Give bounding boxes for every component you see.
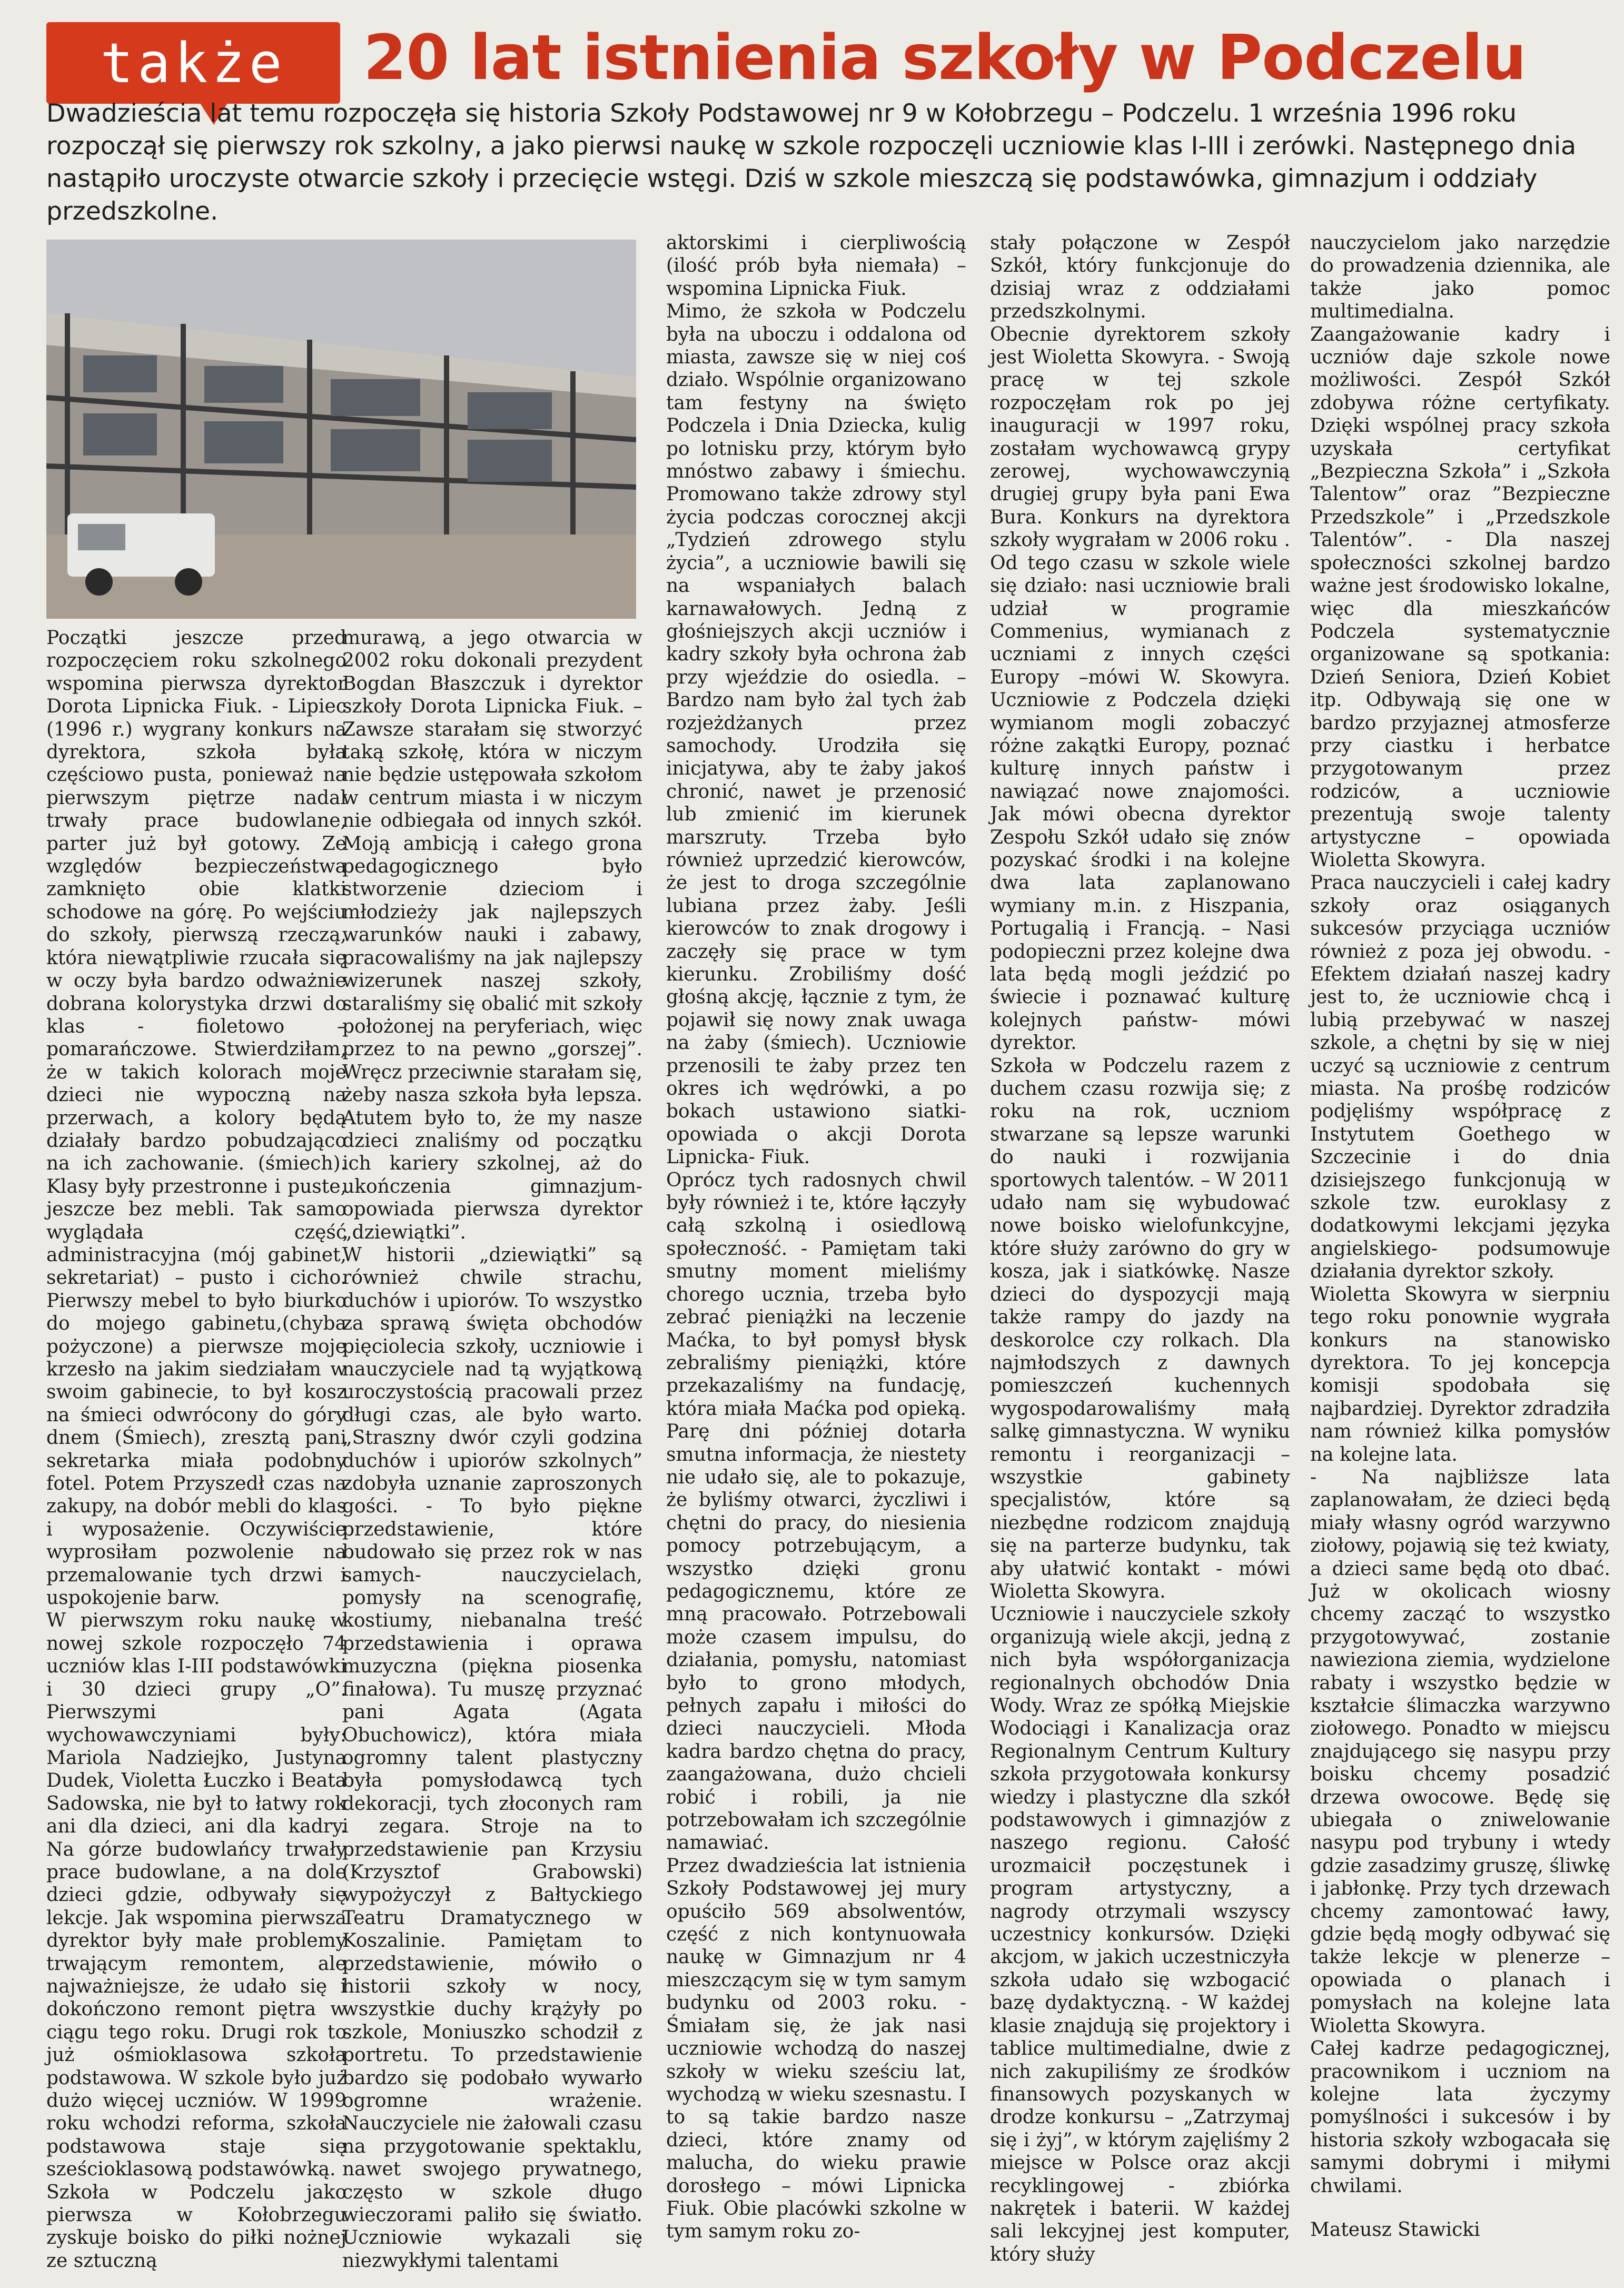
paragraph: Praca nauczycieli i całej kadry szkoły oraz osiąganych sukcesów przyciąga uczniów również z poza jej obwodu. - Efektem działań naszej kadry jest to, że uczniowie chcą i lubią przebywać w naszej szkole, a chętni by się w niej uczyć są uczniowie z centrum miasta. Na prośbę rodziców podjęliśmy współpracę z Instytutem Goethego w Szczecinie i do dnia dzisiejszego funkcjonują w szkole tzw. euroklasy z dodatkowymi lekcjami języka angielskiego- podsumowuje działania dyrektor szkoły. [1310, 872, 1610, 1283]
paragraph: Przez dwadzieścia lat istnienia Szkoły Podstawowej jej mury opuściło 569 absolwentów, część z nich kontynuowała naukę w Gimnazjum nr 4 mieszczącym się w tym samym budynku od 2003 roku. - Śmiałam się, że jak nasi uczniowie wchodzą do naszej szkoły w wieku sześciu lat, wychodzą w wieku szesnastu. I to są takie bardzo nasze dzieci, które znamy od malucha, do wieku prawie dorosłego – mówi Lipnicka Fiuk. Obie placówki szkolne w tym samym roku zo- [666, 1855, 966, 2243]
paragraph: murawą, a jego otwarcia w 2002 roku dokonali prezydent Bogdan Błaszczuk i dyrektor szkoły Dorota Lipnicka Fiuk. –Zawsze starałam się stworzyć taką szkołę, która w niczym nie będzie ustępowała szkołom w centrum miasta i w niczym nie odbiegała od innych szkół. Moją ambicją i całego grona pedagogicznego było stworzenie dzieciom i młodzieży jak najlepszych warunków nauki i zabawy, pracowaliśmy na jak najlepszy wizerunek naszej szkoły, staraliśmy się obalić mit szkoły położonej na peryferiach, więc przez to na pewno „gorszej”. Wręcz przeciwnie starałam się, żeby nasza szkoła była lepsza. Atutem było to, że my nasze dzieci znaliśmy od początku ich kariery szkolnej, aż do ukończenia gimnazjum- opowiada pierwsza dyrektor „dziewiątki”. [342, 627, 642, 1243]
paragraph: - Na najbliższe lata zaplanowałam, że dzieci będą miały własny ogród warzywno ziołowy, pojawią się też kwiaty, a dzieci same będą oto dbać. Już w okolicach wiosny chcemy zacząć to wszystko przygotowywać, zostanie nawieziona ziemia, wydzielone rabaty i wszystko będzie w kształcie ślimaczka warzywno ziołowego. Ponadto w miejscu znajdującego się nasypu przy boisku chcemy posadzić drzewa owocowe. Będę się ubiegała o zniwelowanie nasypu pod trybuny i wtedy gdzie zasadzimy gruszę, śliwkę i jabłonkę. Przy tych drzewach chcemy zamontować ławy, gdzie będą mogły odbywać się także lekcje w plenerze – opowiada o planach i pomysłach na kolejne lata Wioletta Skowyra. [1310, 1466, 1610, 2037]
paragraph: Oprócz tych radosnych chwil były również i te, które łączyły całą szkolną i osiedlową społeczność. - Pamiętam taki smutny moment mieliśmy chorego ucznia, trzeba było zebrać pieniążki na leczenie Maćka, to był pomysł błysk zebraliśmy pieniążki, które przekazaliśmy na fundację, która miała Maćka pod opieką. Parę dni później dotarła smutna informacja, że niestety nie udało się, ale to pokazuje, że byliśmy otwarci, życzliwi i chętni do pracy, do niesienia pomocy potrzebującym, a wszystko dzięki gronu pedagogicznemu, które ze mną pracowało. Potrzebowali może czasem impulsu, do działania, pomysłu, natomiast było to grono młodych, pełnych zapału i miłości do dzieci nauczycieli. Młoda kadra bardzo chętna do pracy, zaangażowana, dużo chcieli robić i robili, ja nie potrzebowałam ich szczególnie namawiać. [666, 1169, 966, 1854]
paragraph: aktorskimi i cierpliwością (ilość prób była niemała) – wspomina Lipnicka Fiuk. [666, 232, 966, 300]
article-author: Mateusz Stawicki [1310, 2218, 1480, 2241]
paragraph: Obecnie dyrektorem szkoły jest Wioletta Skowyra. - Swoją pracę w tej szkole rozpoczęłam rok po jej inauguracji w 1997 roku, zostałam wychowawcą grypy zerowej, wychowawczynią drugiej grupy była pani Ewa Bura. Konkurs na dyrektora szkoły wygrałam w 2006 roku . Od tego czasu w szkole wiele się działo: nasi uczniowie brali udział w programie Commenius, wymianach z uczniami z innych części Europy –mówi W. Skowyra. Uczniowie z Podczela dzięki wymianom mogli zobaczyć różne zakątki Europy, poznać kulturę innych państw i nawiązać nowe znajomości. Jak mówi obecna dyrektor Zespołu Szkół udało się znów pozyskać środki i na kolejne dwa lata zaplanowano wymiany m.in. z Hiszpania, Portugalią i Francją. – Nasi podopieczni przez kolejne dwa lata będą mogli jeździć po świecie i poznawać kulturę kolejnych państw- mówi dyrektor. [990, 323, 1290, 1054]
paragraph: Wioletta Skowyra w sierpniu tego roku ponownie wygrała konkurs na stanowisko dyrektora. To jej koncepcja komisji spodobała się najbardziej. Dyrektor zdradziła nam również kilka pomysłów na kolejne lata. [1310, 1283, 1610, 1465]
paragraph: W historii „dziewiątki” są również chwile strachu, duchów i upiorów. To wszystko za sprawą święta obchodów pięciolecia szkoły, uczniowie i nauczyciele nad tą wyjątkową uroczystością pracowali przez długi czas, ale było warto. „Straszny dwór czyli godzina duchów i upiorów szkolnych” zdobyła uznanie zaproszonych gości. - To było piękne przedstawienie, które budowało się przez rok w nas samych- nauczycielach, pomysły na scenografię, kostiumy, niebanalna treść przedstawienia i oprawa muzyczna (piękna piosenka finałowa). Tu muszę przyznać pani Agata (Agata Obuchowicz), która miała ogromny talent plastyczny była pomysłodawcą tych dekoracji, tych złoconych ram i zegara. Stroje na to przedstawienie pan Krzysiu (Krzysztof Grabowski) wypożyczył z Bałtyckiego Teatru Dramatycznego w Koszalinie. Pamiętam to przedstawienie, mówiło o historii szkoły w nocy, wszystkie duchy krążyły po szkole, Moniuszko schodził z portretu. To przedstawienie bardzo się podobało wywarło ogromne wrażenie. Nauczyciele nie żałowali czasu na przygotowanie spektaklu, nawet swojego prywatnego, często w szkole długo wieczorami paliło się światło. Uczniowie wykazali się niezwykłymi talentami [342, 1244, 642, 2272]
paragraph: stały połączone w Zespół Szkół, który funkcjonuje do dzisiaj wraz z oddziałami przedszkolnymi. [990, 232, 1290, 323]
article-headline: 20 lat istnienia szkoły w Podczelu [363, 21, 1526, 94]
column-4 [990, 232, 1290, 2266]
paragraph: Całej kadrze pedagogicznej, pracownikom i uczniom na kolejne lata życzymy pomyślności i sukcesów i by historia szkoły wzbogacała się samymi dobrymi i miłymi chwilami. [1310, 2038, 1610, 2197]
school-building-photo [46, 240, 636, 619]
column-2 [342, 627, 642, 2272]
paragraph: Szkoła w Podczelu jako pierwsza w Kołobrzegu zyskuje boisko do piłki nożnej ze sztuczną [46, 2181, 346, 2272]
column-5 [1310, 232, 1610, 2241]
photo-illustration [46, 240, 636, 619]
article-lead: Dwadzieścia lat temu rozpoczęła się historia Szkoły Podstawowej nr 9 w Kołobrzegu – Podczelu. 1 września 1996 roku rozpoczął się pierwszy rok szkolny, a jako pierwsi naukę w szkole rozpoczęli uczniowie klas I-III i zerówki. Następnego dnia nastąpiło uroczyste otwarcie szkoły i przecięcie wstęgi. Dziś w szkole mieszczą się podstawówka, gimnazjum i oddziały przedszkolne. [46, 99, 1577, 226]
section-badge: także [46, 22, 340, 104]
paragraph: Uczniowie i nauczyciele szkoły organizują wiele akcji, jedną z nich była współorganizacja regionalnych obchodów Dnia Wody. Wraz ze spółką Miejskie Wodociągi i Kanalizacja oraz Regionalnym Centrum Kultury szkoła przygotowała konkursy wiedzy i plastyczne dla szkół podstawowych i gimnazjów z naszego regionu. Całość urozmaicił poczęstunek i program artystyczny, a nagrody otrzymali wszyscy uczestnicy konkursów. Dzięki akcjom, w jakich uczestniczyła szkoła udało się wzbogacić bazę dydaktyczną. - W każdej klasie znajdują się projektory i tablice multimedialne, dwie z nich zakupiliśmy ze środków finansowych pozyskanych w drodze konkursu – „Zatrzymaj się i żyj”, w którym zajęliśmy 2 miejsce w Polsce oraz akcji recyklingowej - zbiórka nakrętek i baterii. W każdej sali lekcyjnej jest komputer, który służy [990, 1603, 1290, 2265]
paragraph: Początki jeszcze przed rozpoczęciem roku szkolnego wspomina pierwsza dyrektor Dorota Lipnicka Fiuk. - Lipiec (1996 r.) wygrany konkurs na dyrektora, szkoła była częściowo pusta, ponieważ na pierwszym piętrze nadal trwały prace budowlane, parter już był gotowy. Ze względów bezpieczeństwa zamknięto obie klatki schodowe na górę. Po wejściu do szkoły, pierwszą rzeczą, która niewątpliwie rzucała się w oczy była bardzo odważnie dobrana kolorystyka drzwi do klas - fioletowo – pomarańczowe. Stwierdziłam, że w takich kolorach moje dzieci nie wypoczną na przerwach, a kolory będą działały bardzo pobudzająco na ich zachowanie. (śmiech). Klasy były przestronne i puste, jeszcze bez mebli. Tak samo wyglądała część administracyjna (mój gabinet, sekretariat) – pusto i cicho. Pierwszy mebel to było biurko do mojego gabinetu,(chyba pożyczone) a pierwsze moje krzesło na jakim siedziałam w swoim gabinecie, to był kosz na śmieci odwrócony do góry dnem (Śmiech), zresztą pani sekretarka miała podobny fotel. Potem Przyszedł czas na zakupy, na dobór mebli do klas i wyposażenie. Oczywiście wyprosiłam pozwolenie na przemalowanie tych drzwi i uspokojenie barw. [46, 627, 346, 1609]
paragraph: Mimo, że szkoła w Podczelu była na uboczu i oddalona od miasta, zawsze się w niej coś działo. Wspólnie organizowano tam festyny na święto Podczela i Dnia Dziecka, kulig po lotnisku przy, którym było mnóstwo zabawy i śmiechu. Promowano także zdrowy styl życia podczas corocznej akcji „Tydzień zdrowego stylu życia”, a uczniowie bawili się na wspaniałych balach karnawałowych. Jedną z głośniejszych akcji uczniów i kadry szkoły była ochrona żab przy wjeździe do osiedla. – Bardzo nam było żal tych żab rozjeżdżanych przez samochody. Urodziła się inicjatywa, aby te żaby jakoś chronić, nawet je przenosić lub zmienić im kierunek marszruty. Trzeba było również uprzedzić kierowców, że jest to droga szczególnie lubiana przez żaby. Jeśli kierowców to znak drogowy i zaczęły się prace w tym kierunku. Zrobiliśmy dość głośną akcję, łącznie z tym, że pojawił się nowy znak uwaga na żaby (śmiech). Uczniowie przenosili te żaby przez ten okres ich wędrówki, a po bokach ustawiono siatki- opowiada o akcji Dorota Lipnicka- Fiuk. [666, 301, 966, 1168]
paragraph: Zaangażowanie kadry i uczniów daje szkole nowe możliwości. Zespół Szkół zdobywa różne certyfikaty. Dzięki wspólnej pracy szkoła uzyskała certyfikat „Bezpieczna Szkoła” i „Szkoła Talentow” oraz ”Bezpieczne Przedszkole” i „Przedszkole Talentów”. - Dla naszej społeczności szkolnej bardzo ważne jest środowisko lokalne, więc dla mieszkańców Podczela systematycznie organizowane są spotkania: Dzień Seniora, Dzień Kobiet itp. Odbywają się one w bardzo przyjaznej atmosferze przy ciastku i herbatce przygotowanym przez rodziców, a uczniowie prezentują swoje talenty artystyczne – opowiada Wioletta Skowyra. [1310, 323, 1610, 871]
paragraph: nauczycielom jako narzędzie do prowadzenia dziennika, ale także jako pomoc multimedialna. [1310, 232, 1610, 323]
paragraph: W pierwszym roku naukę w nowej szkole rozpoczęło 74 uczniów klas I-III podstawówki i 30 dzieci grupy „O”. Pierwszymi wychowawczyniami były: Mariola Nadziejko, Justyna Dudek, Violetta Łuczko i Beata Sadowska, nie był to łatwy rok ani dla dzieci, ani dla kadry. Na górze budowlańcy trwały prace budowlane, a na dole dzieci gdzie, odbywały się lekcje. Jak wspomina pierwsza dyrektor były małe problemy trwającym remontem, ale najważniejsze, że udało się i dokończono remont piętra w ciągu tego roku. Drugi rok to już ośmioklasowa szkoła podstawowa. W szkole było już dużo więcej uczniów. W 1999 roku wchodzi reforma, szkoła podstawowa staje się sześcioklasową podstawówką. [46, 1610, 346, 2181]
column-3 [666, 232, 966, 2243]
column-1 [46, 627, 346, 2272]
paragraph: Szkoła w Podczelu razem z duchem czasu rozwija się; z roku na rok, uczniom stwarzane są lepsze warunki do nauki i rozwijania sportowych talentów. – W 2011 udało nam się wybudować nowe boisko wielofunkcyjne, które służy zarówno do gry w kosza, jak i siatkówkę. Nasze dzieci do dyspozycji mają także rampy do jazdy na deskorolce czy rolkach. Dla najmłodszych z dawnych pomieszczeń kuchennych wygospodarowaliśmy małą salkę gimnastyczna. W wyniku remontu i reorganizacji – wszystkie gabinety specjalistów, które są niezbędne rodzicom znajdują się na parterze budynku, tak aby ułatwić kontakt - mówi Wioletta Skowyra. [990, 1055, 1290, 1602]
